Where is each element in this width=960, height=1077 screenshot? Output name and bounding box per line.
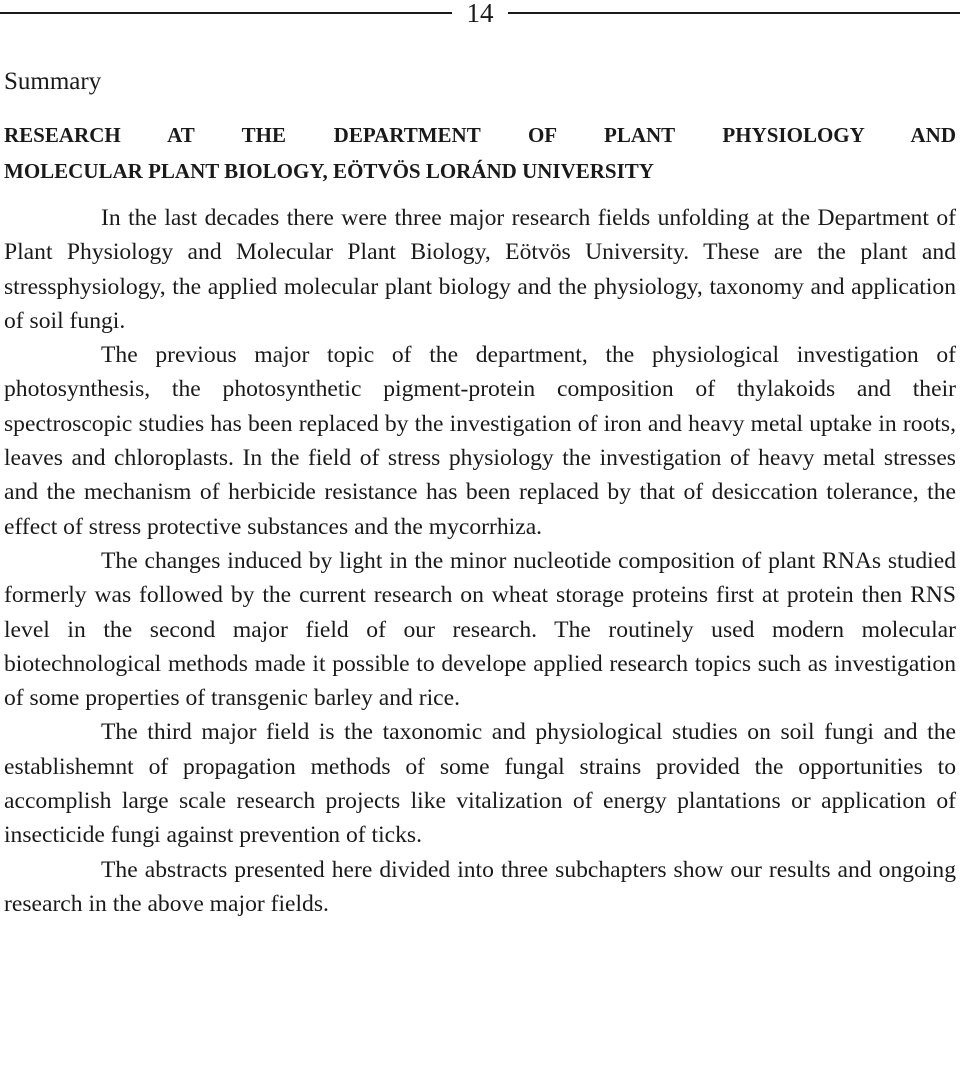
summary-body	[4, 201, 956, 921]
title-line-2: MOLECULAR PLANT BIOLOGY, EÖTVÖS LORÁND UNIVERSITY	[4, 159, 654, 183]
document-title	[4, 117, 956, 189]
page-number: 14	[452, 0, 508, 30]
paragraph: The abstracts presented here divided into three subchapters show our results and ongoing research in the above major fields.	[4, 856, 956, 917]
paragraph: The changes induced by light in the minor nucleotide composition of plant RNAs studied formerly was followed by the current research on wheat storage proteins first at protein then RNS level in the second major field of our research. The routinely used modern molecular biotechnological methods made it possible to develope applied research topics such as investigation of some properties of transgenic barley and rice.	[4, 547, 956, 712]
header-rule-left	[0, 12, 452, 14]
header-rule-right	[508, 12, 960, 14]
paragraph: The previous major topic of the department, the physiological investigation of photosynthesis, the photosynthetic pigment-protein composition of thylakoids and their spectroscopic studies has been replaced by the investigation of iron and heavy metal uptake in roots, leaves and chloroplasts. In the field of stress physiology the investigation of heavy metal stresses and the mechanism of herbicide resistance has been replaced by that of desiccation tolerance, the effect of stress protective substances and the mycorrhiza.	[4, 342, 956, 540]
paragraph: In the last decades there were three major research fields unfolding at the Department of Plant Physiology and Molecular Plant Biology, Eötvös University. These are the plant and stressphysiology, the applied molecular plant biology and the physiology, taxonomy and application of soil fungi.	[4, 205, 956, 334]
title-line-1: RESEARCH AT THE DEPARTMENT OF PLANT PHYSIOLOGY AND	[4, 123, 956, 147]
paragraph: The third major field is the taxonomic and physiological studies on soil fungi and the establishemnt of propagation methods of some fungal strains provided the opportunities to accomplish large scale research projects like vitalization of energy plantations or application of insecticide fungi against prevention of ticks.	[4, 719, 956, 849]
section-label: Summary	[4, 68, 102, 95]
